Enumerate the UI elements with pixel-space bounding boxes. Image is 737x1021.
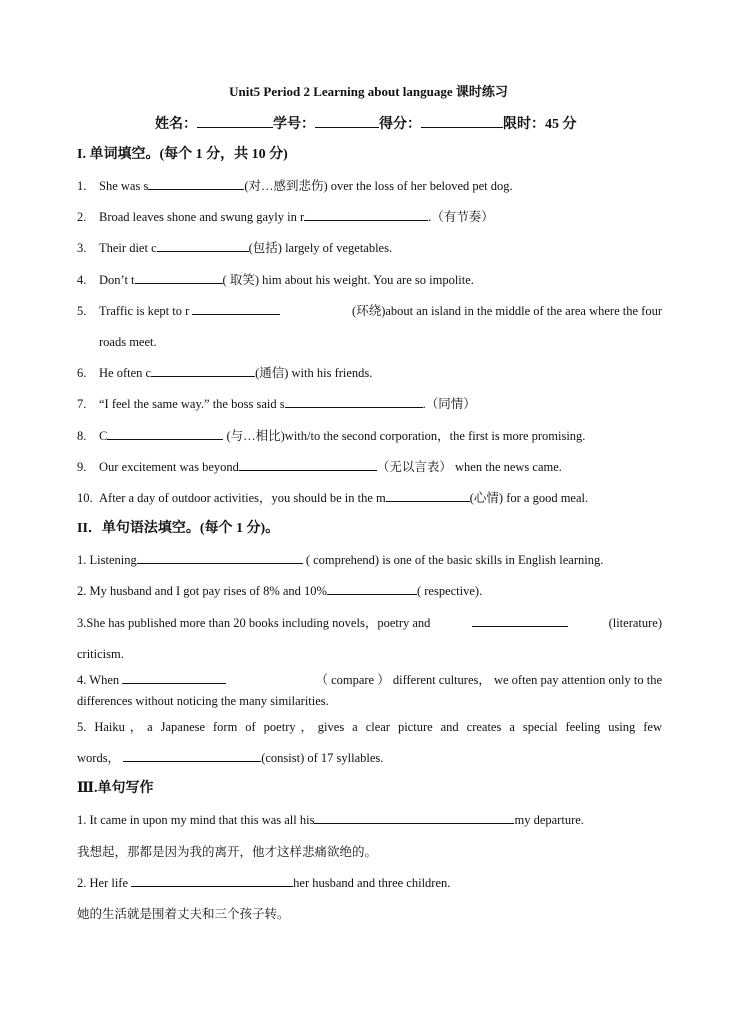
answer-blank[interactable]: [304, 209, 428, 221]
item-text: “I feel the same way.” the boss said s: [99, 397, 285, 411]
item-text: C: [99, 429, 108, 443]
s2-item-5-cont: [77, 750, 383, 766]
info-line: [155, 116, 577, 133]
s2-item-3-cont: criticism.: [77, 647, 124, 661]
page-title: Unit5 Period 2 Learning about language 课时练习: [229, 84, 508, 99]
s3-item-1: [77, 812, 584, 828]
item-text: After a day of outdoor activities，you should be in the m: [99, 491, 386, 505]
s1-item-6: [77, 365, 372, 381]
s1-item-1: [77, 178, 513, 194]
item-text: （ compare ） different cultures， we often pay attention only to the: [315, 673, 662, 687]
s1-item-4: [77, 272, 474, 288]
item-text: (心情) for a good meal.: [469, 491, 589, 505]
s2-item-1: [77, 552, 603, 568]
s1-item-2: [77, 209, 494, 225]
item-text: Broad leaves shone and swung gayly in r: [99, 210, 305, 224]
item-text: Our excitement was beyond: [99, 460, 239, 474]
answer-blank[interactable]: [386, 490, 470, 502]
answer-blank[interactable]: [151, 365, 255, 377]
answer-blank[interactable]: [123, 750, 261, 762]
answer-blank[interactable]: [327, 583, 417, 595]
item-text: ( 取笑) him about his weight. You are so impolite.: [222, 273, 474, 287]
item-text: 1. Listening: [77, 553, 137, 567]
item-text: (包括) largely of vegetables.: [248, 241, 393, 255]
item-text: (环绕)about an island in the middle of the area where the four: [352, 304, 662, 318]
item-number: 3.: [77, 241, 87, 255]
item-number: 9.: [77, 460, 87, 474]
item-text: (consist) of 17 syllables.: [261, 751, 384, 765]
answer-blank[interactable]: [107, 428, 223, 440]
section3-heading: Ⅲ.单句写作: [77, 781, 154, 796]
item-text: 2. My husband and I got pay rises of 8% and 10%: [77, 584, 327, 598]
item-text: 5. Haiku，a Japanese form of poetry，gives a clear picture and creates a special feeling using few: [77, 720, 662, 734]
item-number: 2.: [77, 210, 87, 224]
s2-item-5: [77, 719, 662, 735]
item-number: 6.: [77, 366, 87, 380]
item-text: (literature): [608, 616, 662, 630]
item-text: .（同情）: [422, 397, 476, 411]
answer-blank[interactable]: [472, 615, 568, 627]
item-text: He often c: [99, 366, 152, 380]
item-text: words，: [77, 751, 124, 765]
s2-item-3: [77, 615, 662, 631]
s1-item-7: [77, 396, 476, 412]
time-label: 限时：45 分: [503, 117, 577, 132]
s2-item-4: [77, 672, 662, 688]
answer-blank[interactable]: [135, 272, 223, 284]
s1-item-10: [77, 490, 588, 506]
s1-item-5: [77, 303, 662, 319]
s1-item-3: [77, 240, 392, 256]
item-text: Traffic is kept to r: [99, 304, 193, 318]
item-text: Don’t t: [99, 273, 135, 287]
score-blank[interactable]: [421, 116, 503, 128]
item-number: 10.: [77, 491, 93, 505]
item-text: ( comprehend) is one of the basic skills in English learning.: [302, 553, 604, 567]
s3-item-1-translation: 我想起，那都是因为我的离开，他才这样悲痛欲绝的。: [77, 844, 378, 859]
item-number: 4.: [77, 273, 87, 287]
item-number: 8.: [77, 429, 87, 443]
s2-item-4-cont: differences without noticing the many similarities.: [77, 694, 329, 708]
answer-blank[interactable]: [314, 812, 514, 824]
s2-item-2: [77, 583, 482, 599]
s1-item-5-cont: roads meet.: [99, 335, 157, 349]
answer-blank[interactable]: [157, 240, 249, 252]
answer-blank[interactable]: [148, 178, 244, 190]
answer-blank[interactable]: [239, 459, 377, 471]
section2-heading: II．单句语法填空。(每个 1 分)。: [77, 521, 280, 536]
item-text: 2. Her life: [77, 876, 132, 890]
item-text: her husband and three children.: [293, 876, 451, 890]
item-number: 5.: [77, 304, 87, 318]
id-label: 学号：: [273, 117, 315, 132]
item-text: (通信) with his friends.: [255, 366, 373, 380]
item-number: 7.: [77, 397, 87, 411]
item-text: （无以言表） when the news came.: [376, 460, 562, 474]
item-text: 1. It came in upon my mind that this was all his: [77, 813, 315, 827]
item-text: She was s: [99, 179, 149, 193]
answer-blank[interactable]: [122, 672, 226, 684]
item-text: (对…感到悲伤) over the loss of her beloved pet dog.: [244, 179, 513, 193]
answer-blank[interactable]: [192, 303, 280, 315]
name-label: 姓名：: [155, 117, 197, 132]
item-number: 1.: [77, 179, 87, 193]
answer-blank[interactable]: [137, 552, 303, 564]
item-text: 4. When: [77, 673, 123, 687]
s3-item-2-translation: 她的生活就是围着丈夫和三个孩子转。: [77, 906, 290, 921]
s3-item-2: [77, 875, 450, 891]
s1-item-8: [77, 428, 585, 444]
answer-blank[interactable]: [131, 875, 293, 887]
item-text: (与…相比)with/to the second corporation，the first is more promising.: [223, 429, 586, 443]
item-text: 3.She has published more than 20 books including novels，poetry and: [77, 616, 431, 630]
item-text: ( respective).: [416, 584, 483, 598]
item-text: .（有节奏）: [428, 210, 494, 224]
s1-item-9: [77, 459, 562, 475]
item-text: my departure.: [514, 813, 584, 827]
answer-blank[interactable]: [285, 396, 423, 408]
name-blank[interactable]: [197, 116, 273, 128]
section1-heading: I. 单词填空。(每个 1 分，共 10 分): [77, 147, 288, 162]
id-blank[interactable]: [315, 116, 379, 128]
score-label: 得分：: [379, 117, 421, 132]
item-text: Their diet c: [99, 241, 157, 255]
